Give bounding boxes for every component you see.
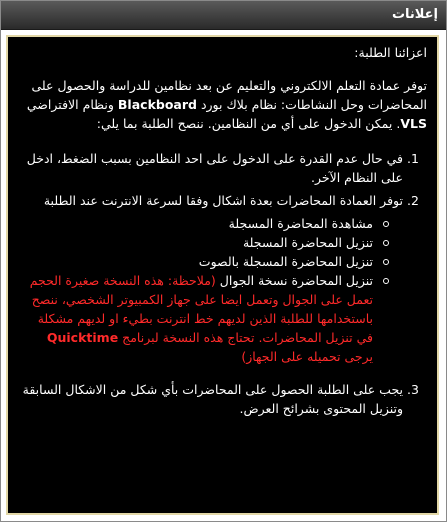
lecture-format-watch: مشاهدة المحاضرة المسجلة <box>18 214 375 233</box>
lecture-format-audio: تنزيل المحاضرة المسجلة بالصوت <box>18 252 375 271</box>
advice-item-3 <box>18 380 403 418</box>
mobile-note-text-2: يرجى تحميله على الجهاز) <box>241 349 373 364</box>
mobile-note-text-1: (ملاحظة: هذه النسخة صغيرة الحجم تعمل على الجوال وتعمل ايضا على جهاز الكمبيوتر الشخصي، ننصح باستخدامها للطلبة الذين لديهم خط انترنت بطيء او لديهم مشكلة في تنزيل المحاضرات. تحتاج هذه النسخة لبرنامج <box>29 273 373 345</box>
intro-text-2: ونظام الافتراضي <box>26 97 118 112</box>
announcement-greeting: اعزائنا الطلبة: <box>354 45 427 60</box>
lecture-format-download: تنزيل المحاضرة المسجلة <box>18 233 375 252</box>
intro-text-3: . يمكن الدخول على أي من النظامين. ننصح الطلبة بما يلي: <box>96 116 401 131</box>
announcement-intro <box>18 76 427 133</box>
advice-item-2-text: توفر العمادة المحاضرات بعدة اشكال وفقا لسرعة الانترنت عند الطلبة <box>43 193 403 208</box>
mobile-item-label: تنزيل المحاضرة نسخة الجوال <box>215 273 373 288</box>
lecture-format-mobile <box>18 271 375 366</box>
intro-text-1: توفر عمادة التعلم الالكتروني والتعليم عن بعد نظامين للدراسة والحصول على المحاضرات وحل النشاطات: نظام بلاك بورد <box>31 78 427 112</box>
advice-item-1 <box>18 149 403 187</box>
advice-item-1-text: في حال عدم القدرة على الدخول على احد النظامين بسبب الضغط، ادخل على النظام الآخر. <box>26 151 403 185</box>
announcement-content <box>6 35 439 515</box>
lecture-formats-list <box>18 214 403 366</box>
advice-list <box>18 149 427 418</box>
advice-item-2 <box>18 191 403 366</box>
intro-blackboard: Blackboard <box>117 97 197 112</box>
advice-item-3-text: يجب على الطلبة الحصول على المحاضرات بأي شكل من الاشكال السابقة وتنزيل المحتوى بشرائح العرض. <box>22 382 403 416</box>
panel-header <box>1 1 446 30</box>
intro-vls: VLS <box>400 116 427 131</box>
mobile-note-quicktime: Quicktime <box>46 330 119 345</box>
panel-title: إعلانات <box>391 7 438 22</box>
